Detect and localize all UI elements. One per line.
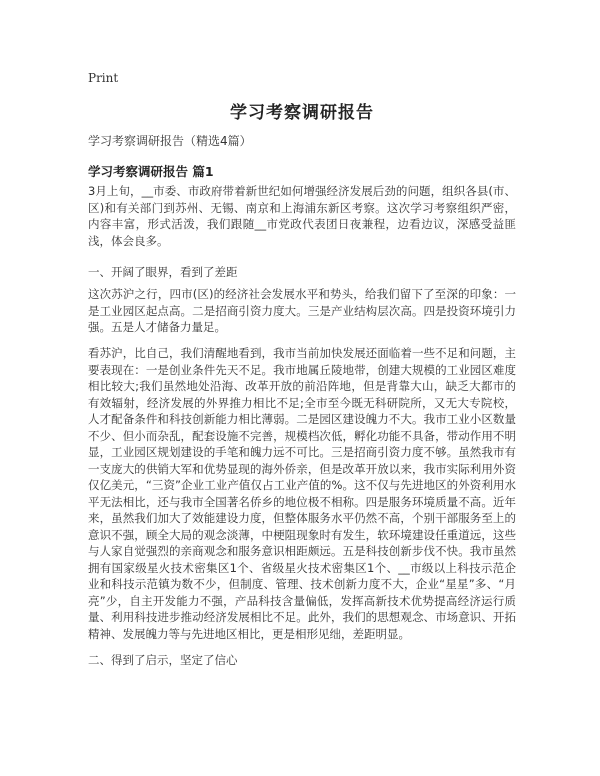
paragraph-gaps: 看苏沪，比自己，我们清醒地看到，我市当前加快发展还面临着一些不足和问题，主要表现在：一是创业条件先天不足。我市地属丘陵地带，创建大规模的工业园区难度相比较大;我们虽然地处沿海、改革开放的前沿阵地，但是背靠大山，缺乏大都市的有效辐射，经济发展的外界推力相比不足;全市至今既无科研院所，又无大专院校，人才配备条件和科技创新能力相比薄弱。二是园区建设魄力不大。我市工业小区数量不少、但小而杂乱，配套设施不完善，规模档次低，孵化功能不具备，带动作用不明显，工业园区规划建设的手笔和魄力远不可比。三是招商引资力度不够。虽然我市有一支庞大的供销大军和优势显现的海外侨亲，但是改革开放以来，我市实际利用外资仅亿美元，“三资”企业工业产值仅占工业产值的%。这不仅与先进地区的外资利用水平无法相比，还与我市全国著名侨乡的地位极不相称。四是服务环境质量不高。近年来，虽然我们加大了效能建设力度，但整体服务水平仍然不高，个别干部服务至上的意识不强，顾全大局的观念淡薄，中梗阻现象时有发生，软环境建设任重道远，这些与人家自觉强烈的亲商观念和服务意识相距颇远。五是科技创新步伐不快。我市虽然拥有国家级星火技术密集区1个、省级星火技术密集区1个、__市级以上科技示范企业和科技示范镇为数不少，但制度、管理、技术创新力度不大，企业“星星”多、“月亮”少，自主开发能力不强，产品科技含量偏低，发挥高新技术优势提高经济运行质量、利用科技进步推动经济发展相比不足。此外，我们的思想观念、市场意识、开拓精神、发展魄力等与先进地区相比，更是相形见绌，差距明显。 xyxy=(88,346,516,641)
section-heading: 学习考察调研报告 篇1 xyxy=(88,164,214,179)
subheading-2: 二、得到了启示，坚定了信心 xyxy=(88,653,238,667)
print-link[interactable]: Print xyxy=(88,71,119,85)
subheading-1: 一、开阔了眼界，看到了差距 xyxy=(88,265,238,279)
page-title: 学习考察调研报告 xyxy=(230,103,374,123)
paragraph-impressions: 这次苏沪之行，四市(区)的经济社会发展水平和势头，给我们留下了至深的印象：一是工业园区起点高。二是招商引资力度大。三是产业结构层次高。四是投资环境引力强。五是人才储备力量足。 xyxy=(88,287,516,334)
document-subtitle: 学习考察调研报告（精选4篇） xyxy=(88,134,252,148)
paragraph-intro: 3月上旬，__市委、市政府带着新世纪如何增强经济发展后劲的问题，组织各县(市、区)和有关部门到苏州、无锡、南京和上海浦东新区考察。这次学习考察组织严密，内容丰富，形式活泼，我们跟随__市党政代表团日夜兼程，边看边议，深感受益匪浅，体会良多。 xyxy=(88,184,516,248)
